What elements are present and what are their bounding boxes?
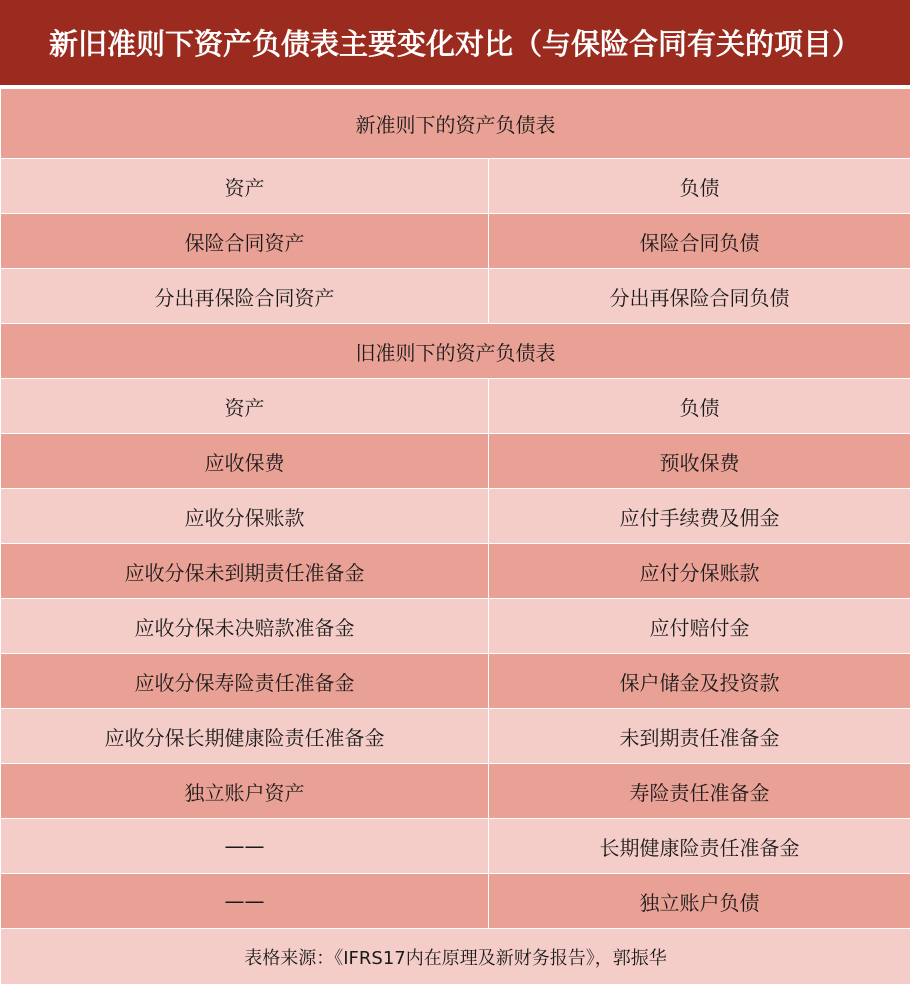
old-section-header-row xyxy=(1,324,910,379)
table-row xyxy=(1,764,910,819)
source-row xyxy=(1,929,910,985)
new-col-assets: 资产 xyxy=(1,159,489,214)
liability-cell: 独立账户负债 xyxy=(489,874,910,929)
table-row xyxy=(1,214,910,269)
new-section-header-row xyxy=(1,89,910,159)
liability-cell: 应付手续费及佣金 xyxy=(489,489,910,544)
liability-cell: 应付分保账款 xyxy=(489,544,910,599)
liability-cell: 寿险责任准备金 xyxy=(489,764,910,819)
table-row xyxy=(1,874,910,929)
liability-cell: 未到期责任准备金 xyxy=(489,709,910,764)
old-column-header-row xyxy=(1,379,910,434)
table-row xyxy=(1,599,910,654)
comparison-table xyxy=(0,88,910,985)
table-row xyxy=(1,489,910,544)
liability-cell: 保户储金及投资款 xyxy=(489,654,910,709)
table-row xyxy=(1,544,910,599)
asset-cell: 独立账户资产 xyxy=(1,764,489,819)
old-col-assets: 资产 xyxy=(1,379,489,434)
asset-cell: 分出再保险合同资产 xyxy=(1,269,489,324)
old-section-heading: 旧准则下的资产负债表 xyxy=(1,324,910,379)
asset-cell: 保险合同资产 xyxy=(1,214,489,269)
asset-cell: 应收分保账款 xyxy=(1,489,489,544)
table-row xyxy=(1,709,910,764)
table-row xyxy=(1,434,910,489)
page-title: 新旧准则下资产负债表主要变化对比（与保险合同有关的项目） xyxy=(0,0,910,88)
liability-cell: 长期健康险责任准备金 xyxy=(489,819,910,874)
asset-cell: —— xyxy=(1,874,489,929)
table-row xyxy=(1,269,910,324)
table-row xyxy=(1,654,910,709)
liability-cell: 预收保费 xyxy=(489,434,910,489)
asset-cell: 应收分保未到期责任准备金 xyxy=(1,544,489,599)
old-col-liabilities: 负债 xyxy=(489,379,910,434)
asset-cell: 应收分保长期健康险责任准备金 xyxy=(1,709,489,764)
new-col-liabilities: 负债 xyxy=(489,159,910,214)
asset-cell: 应收分保寿险责任准备金 xyxy=(1,654,489,709)
asset-cell: 应收分保未决赔款准备金 xyxy=(1,599,489,654)
asset-cell: —— xyxy=(1,819,489,874)
new-section-heading: 新准则下的资产负债表 xyxy=(1,89,910,159)
table-row xyxy=(1,819,910,874)
liability-cell: 分出再保险合同负债 xyxy=(489,269,910,324)
liability-cell: 应付赔付金 xyxy=(489,599,910,654)
liability-cell: 保险合同负债 xyxy=(489,214,910,269)
asset-cell: 应收保费 xyxy=(1,434,489,489)
source-note: 表格来源：《IFRS17内在原理及新财务报告》，郭振华 xyxy=(1,929,910,985)
new-column-header-row xyxy=(1,159,910,214)
